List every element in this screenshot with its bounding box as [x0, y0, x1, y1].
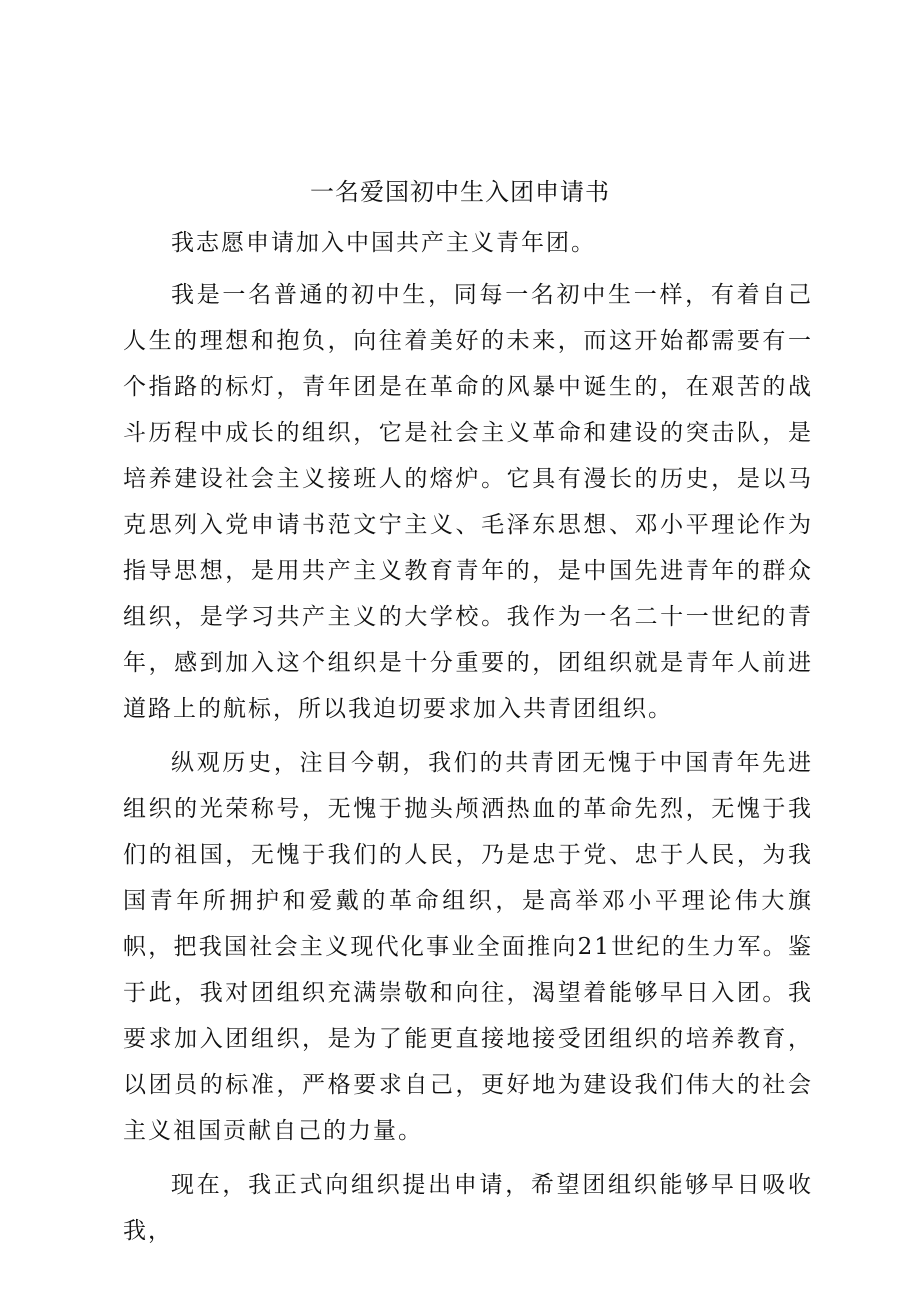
paragraph-motivation: 我是一名普通的初中生，同每一名初中生一样，有着自己人生的理想和抱负，向往着美好的未来，而这开始都需要有一个指路的标灯，青年团是在革命的风暴中诞生的，在艰苦的战斗历程中成长的组织，它是社会主义革命和建设的突击队，是培养建设社会主义接班人的熔炉。它具有漫长的历史，是以马克思列入党申请书范文宁主义、毛泽东思想、邓小平理论作为指导思想，是用共产主义教育青年的，是中国先进青年的群众组织，是学习共产主义的大学校。我作为一名二十一世纪的青年，感到加入这个组织是十分重要的，团组织就是青年人前进道路上的航标，所以我迫切要求加入共青团组织。	[123, 282, 813, 722]
paragraph-request: 现在，我正式向组织提出申请，希望团组织能够早日吸收我，	[123, 1172, 813, 1244]
document-title: 一名爱国初中生入团申请书	[310, 178, 610, 206]
paragraph-history: 纵观历史，注目今朝，我们的共青团无愧于中国青年先进组织的光荣称号，无愧于抛头颅洒热血的革命先烈，无愧于我们的祖国，无愧于我们的人民，乃是忠于党、忠于人民，为我国青年所拥护和爱戴的革命组织，是高举邓小平理论伟大旗帜，把我国社会主义现代化事业全面推向21世纪的生力军。鉴于此，我对团组织充满崇敬和向往，渴望着能够早日入团。我要求加入团组织，是为了能更直接地接受团组织的培养教育，以团员的标准，严格要求自己，更好地为建设我们伟大的社会主义祖国贡献自己的力量。	[123, 750, 813, 1144]
paragraph-intro: 我志愿申请加入中国共产主义青年团。	[171, 230, 596, 256]
document-body	[123, 220, 813, 1262]
